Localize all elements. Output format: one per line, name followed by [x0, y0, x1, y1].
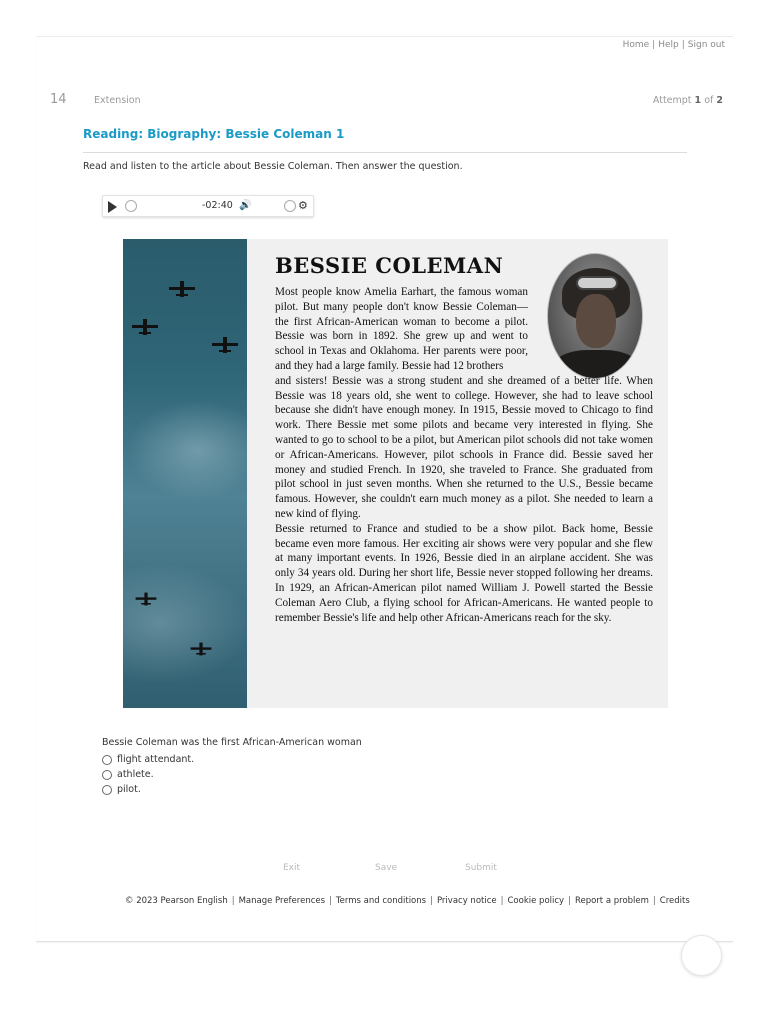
radio-icon[interactable] — [102, 755, 112, 765]
option-label: flight attendant. — [117, 754, 195, 765]
cookie-link[interactable]: Cookie policy — [507, 896, 565, 906]
home-link[interactable]: Home — [622, 40, 650, 50]
attempt-of: of — [701, 95, 717, 106]
time-remaining: -02:40 — [202, 200, 233, 211]
footer-separator: | — [652, 896, 656, 906]
option-athlete[interactable] — [102, 767, 194, 782]
option-pilot[interactable] — [102, 782, 194, 797]
article-paragraph-1a: Most people know Amelia Earhart, the famous woman pilot. But many people don't know Bessie Coleman—the first African-American woman to become a pilot. Bessie was born in 1892. She grew up and went to school in Texas and Oklahoma. Her parents were poor, and they had a large family. Bessie had 12 brothers — [275, 286, 528, 372]
privacy-link[interactable]: Privacy notice — [436, 896, 497, 906]
activity-card — [36, 36, 733, 942]
answer-options — [102, 752, 194, 797]
question-stem: Bessie Coleman was the first African-American woman — [102, 737, 362, 748]
attempt-prefix: Attempt — [652, 95, 695, 106]
article-body — [275, 285, 653, 625]
airplane-icon — [189, 641, 213, 657]
airplane-icon — [210, 335, 240, 355]
exit-button[interactable]: Exit — [283, 863, 301, 873]
sky-photo — [123, 239, 247, 708]
nav-separator: | — [681, 40, 685, 50]
gear-icon[interactable]: ⚙ — [298, 199, 308, 212]
footer-separator: | — [231, 896, 235, 906]
manage-preferences-link[interactable]: Manage Preferences — [238, 896, 326, 906]
footer-separator: | — [329, 896, 332, 906]
submit-button[interactable]: Submit — [465, 863, 497, 873]
nav-separator: | — [652, 40, 656, 50]
play-icon[interactable] — [108, 201, 117, 213]
article-title: BESSIE COLEMAN — [275, 253, 504, 278]
footer — [125, 896, 690, 906]
option-label: pilot. — [117, 784, 141, 795]
volume-icon[interactable]: 🔊 — [239, 200, 252, 211]
option-label: athlete. — [117, 769, 154, 780]
footer-separator: | — [568, 896, 571, 906]
progress-slider-handle[interactable] — [125, 200, 137, 212]
title-divider — [83, 152, 687, 153]
report-problem-link[interactable]: Report a problem — [574, 896, 649, 906]
floating-action-button[interactable] — [681, 935, 722, 976]
article-image — [123, 239, 668, 708]
top-nav — [623, 40, 725, 50]
attempt-current: 1 — [694, 95, 702, 106]
save-button[interactable]: Save — [375, 863, 398, 873]
attempt-total: 2 — [716, 95, 723, 106]
terms-link[interactable]: Terms and conditions — [335, 896, 427, 906]
credits-link[interactable]: Credits — [659, 896, 690, 906]
radio-icon[interactable] — [102, 785, 112, 795]
article-paragraph-2: Bessie returned to France and studied to be a show pilot. Back home, Bessie became even more famous. Her exciting air shows were very popular and she flew at many important events. In 1926, Bessie died in an airplane accident. She was only 34 years old. During her short life, Bessie never stopped following her dreams. In 1929, an African-American pilot named William J. Powell started the Bessie Coleman Aero Club, a flying school for African-Americans. He wanted people to remember Bessie's life and help other African-Americans reach for the sky. — [275, 522, 653, 624]
airplane-icon — [133, 591, 159, 607]
article-paragraph-1b: and sisters! Bessie was a strong student and she dreamed of a better life. When Bessie was 18 years old, she went to college. However, she had to leave school because she didn't have enough money. In 1915, Bessie moved to Chicago to find work. There Bessie met some pilots and became very interested in flying. She wanted to go to school to be a pilot, but American pilot schools did not take women or African-Americans. However, pilot schools in France did. Bessie saved her money and studied French. In 1920, she traveled to France. She graduated from pilot school in just seven months. When she returned to the U.S., Bessie became famous. However, she couldn't earn much money as a pilot. She needed to learn a new kind of flying. — [275, 374, 653, 520]
question-number: 14 — [50, 92, 67, 107]
instructions: Read and listen to the article about Bessie Coleman. Then answer the question. — [83, 161, 463, 172]
section-label: Extension — [94, 95, 141, 106]
help-link[interactable]: Help — [658, 40, 679, 50]
footer-separator: | — [500, 896, 504, 906]
option-flight-attendant[interactable] — [102, 752, 194, 767]
airplane-icon — [130, 317, 160, 337]
activity-title: Reading: Biography: Bessie Coleman 1 — [83, 127, 345, 141]
audio-player — [102, 195, 314, 217]
attempt-counter — [653, 95, 723, 106]
airplane-icon — [167, 279, 197, 299]
copyright: © 2023 Pearson English — [125, 896, 228, 906]
sign-out-link[interactable]: Sign out — [687, 40, 725, 50]
radio-icon[interactable] — [102, 770, 112, 780]
volume-slider-handle[interactable] — [284, 200, 296, 212]
footer-separator: | — [430, 896, 433, 906]
